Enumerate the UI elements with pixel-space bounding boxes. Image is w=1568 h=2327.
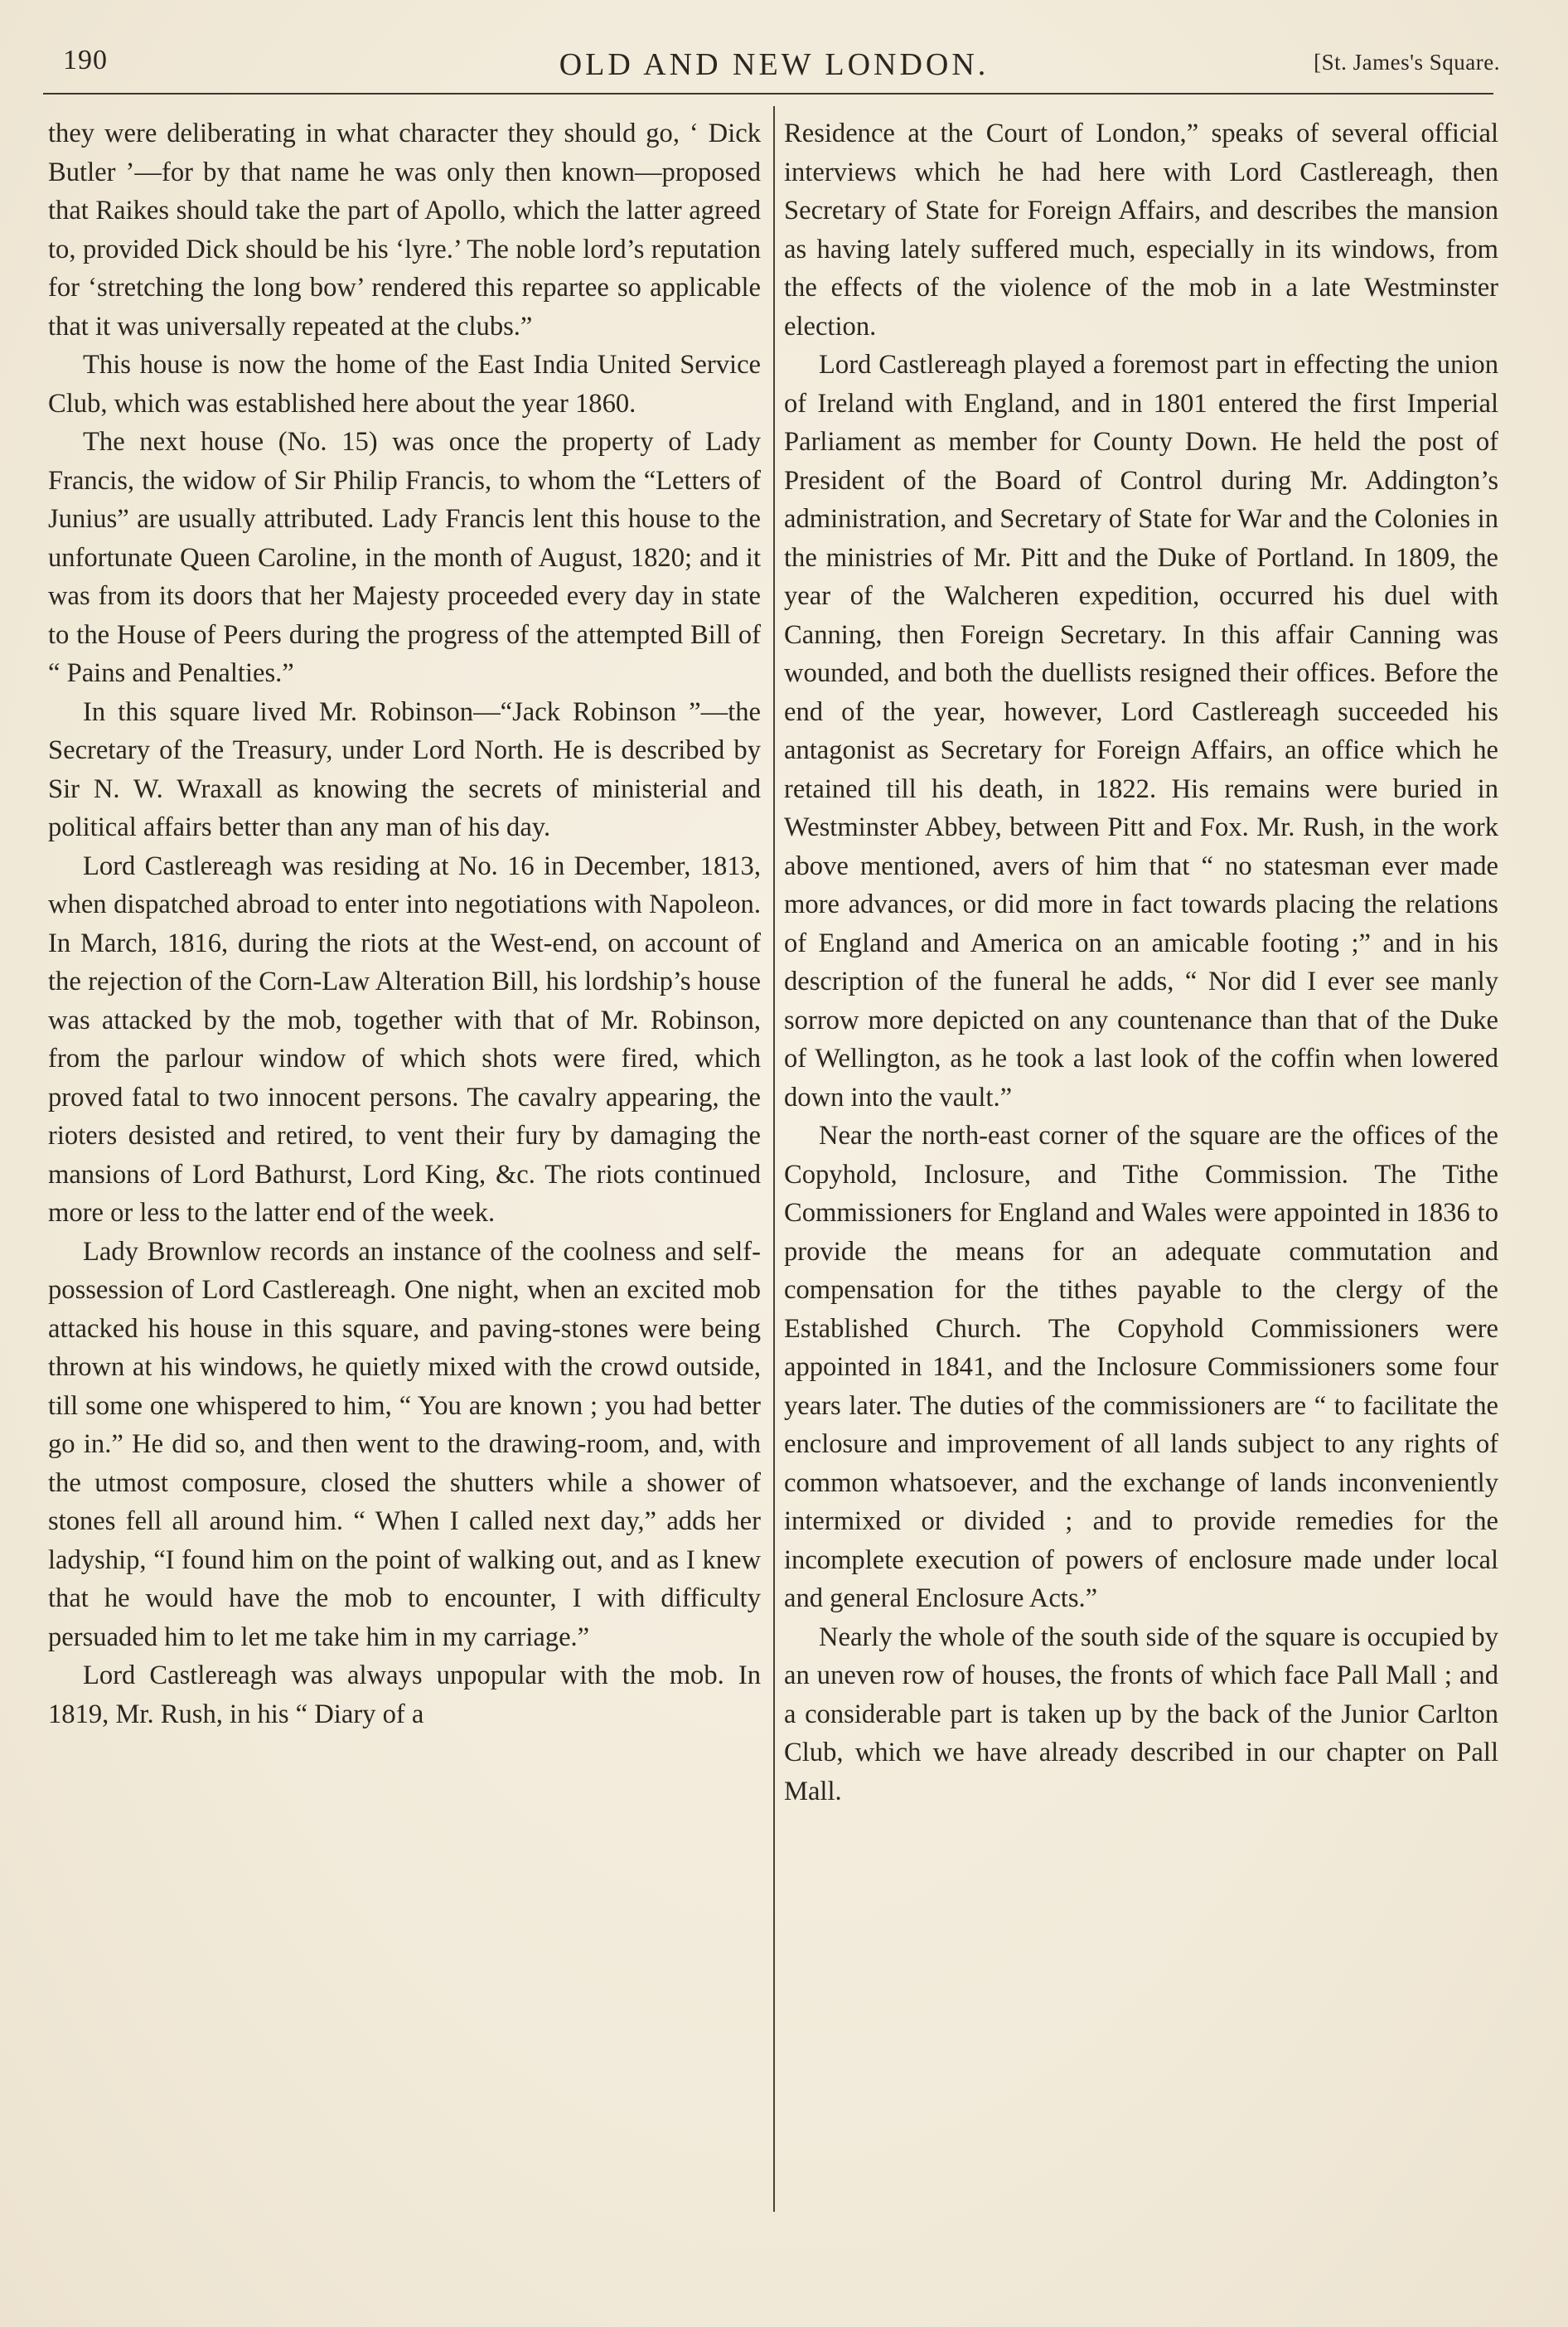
right-column [784, 114, 1498, 1811]
running-title: OLD AND NEW LONDON. [559, 47, 990, 82]
running-header [48, 36, 1500, 86]
paragraph: In this square lived Mr. Robinson—“Jack Robinson ”—the Secretary of the Treasury, under Lord North. He is described by Sir N. W. Wraxall as knowing the secrets of ministerial and political affairs better than any man of his day. [48, 696, 761, 842]
column-divider [773, 106, 775, 2212]
page-number: 190 [63, 45, 108, 75]
paragraph: This house is now the home of the East India United Service Club, which was established here about the year 1860. [48, 350, 761, 419]
paragraph: Lady Brownlow records an instance of the coolness and self-possession of Lord Castlereagh. One night, when an excited mob attacked his house in this square, and paving-stones were being thrown at his windows, he quietly mixed with the crowd outside, till some one whispered to him, “ You are known ; you had better go in.” He did so, and then went to the drawing-room, and, with the utmost composure, closed the shutters while a shower of stones fell all around him. “ When I called next day,” adds her ladyship, “I found him on the point of walking out, and as I knew that he would have the mob to encounter, I with difficulty persuaded him to let me take him in my carriage.” [48, 1236, 761, 1652]
left-column [48, 114, 761, 1733]
paragraph: Residence at the Court of London,” speaks of several official interviews which he had here with Lord Castlereagh, then Secretary of State for Foreign Affairs, and describes the mansion as having lately suffered much, especially in its windows, from the effects of the violence of the mob in a late Westminster election. [784, 119, 1498, 342]
paragraph: Lord Castlereagh was always unpopular with the mob. In 1819, Mr. Rush, in his “ Diary of a [48, 1660, 761, 1729]
section-reference: [St. James's Square. [1314, 50, 1500, 75]
paragraph: Lord Castlereagh was residing at No. 16 in December, 1813, when dispatched abroad to enter into negotiations with Napoleon. In March, 1816, during the riots at the West-end, on account of the rejection of the Corn-Law Alteration Bill, his lordship’s house was attacked by the mob, together with that of Mr. Robinson, from the parlour window of which shots were fired, which proved fatal to two innocent persons. The cavalry appearing, the rioters desisted and retired, to vent their fury by damaging the mansions of Lord Bathurst, Lord King, &c. The riots continued more or less to the latter end of the week. [48, 851, 761, 1228]
paragraph: Near the north-east corner of the square are the offices of the Copyhold, Inclosure, and Tithe Commission. The Tithe Commissioners for England and Wales were appointed in 1836 to provide the means for an adequate commutation and compensation for the tithes payable to the clergy of the Established Church. The Copyhold Commissioners were appointed in 1841, and the Inclosure Commissioners some four years later. The duties of the commissioners are “ to facilitate the enclosure and improvement of all lands subject to any rights of common whatsoever, and the exchange of lands inconveniently intermixed or divided ; and to provide remedies for the incomplete execution of powers of enclosure made under local and general Enclosure Acts.” [784, 1121, 1498, 1613]
paragraph: they were deliberating in what character they should go, ‘ Dick Butler ’—for by that name he was only then known—proposed that Raikes should take the part of Apollo, which the latter agreed to, provided Dick should be his ‘lyre.’ The noble lord’s reputation for ‘stretching the long bow’ rendered this repartee so applicable that it was universally repeated at the clubs.” [48, 119, 761, 342]
paragraph: Lord Castlereagh played a foremost part in effecting the union of Ireland with England, and in 1801 entered the first Imperial Parliament as member for County Down. He held the post of President of the Board of Control during Mr. Addington’s administration, and Secretary of State for War and the Colonies in the ministries of Mr. Pitt and the Duke of Portland. In 1809, the year of the Walcheren expedition, occurred his duel with Canning, then Foreign Secretary. In this affair Canning was wounded, and both the duellists resigned their offices. Before the end of the year, however, Lord Castlereagh succeeded his antagonist as Secretary for Foreign Affairs, an office which he retained till his death, in 1822. His remains were buried in Westminster Abbey, between Pitt and Fox. Mr. Rush, in the work above mentioned, avers of him that “ no statesman ever made more advances, or did more in fact towards placing the relations of England and America on an amicable footing ;” and in his description of the funeral he adds, “ Nor did I ever see manly sorrow more depicted on any countenance than that of the Duke of Wellington, as he took a last look of the coffin when lowered down into the vault.” [784, 350, 1498, 1113]
paragraph: The next house (No. 15) was once the property of Lady Francis, the widow of Sir Philip Francis, to whom the “Letters of Junius” are usually attributed. Lady Francis lent this house to the unfortunate Queen Caroline, in the month of August, 1820; and it was from its doors that her Majesty proceeded every day in state to the House of Peers during the progress of the attempted Bill of “ Pains and Penalties.” [48, 427, 761, 688]
header-rule [43, 93, 1493, 95]
paragraph: Nearly the whole of the south side of the square is occupied by an uneven row of houses, the fronts of which face Pall Mall ; and a considerable part is taken up by the back of the Junior Carlton Club, which we have already described in our chapter on Pall Mall. [784, 1622, 1498, 1806]
